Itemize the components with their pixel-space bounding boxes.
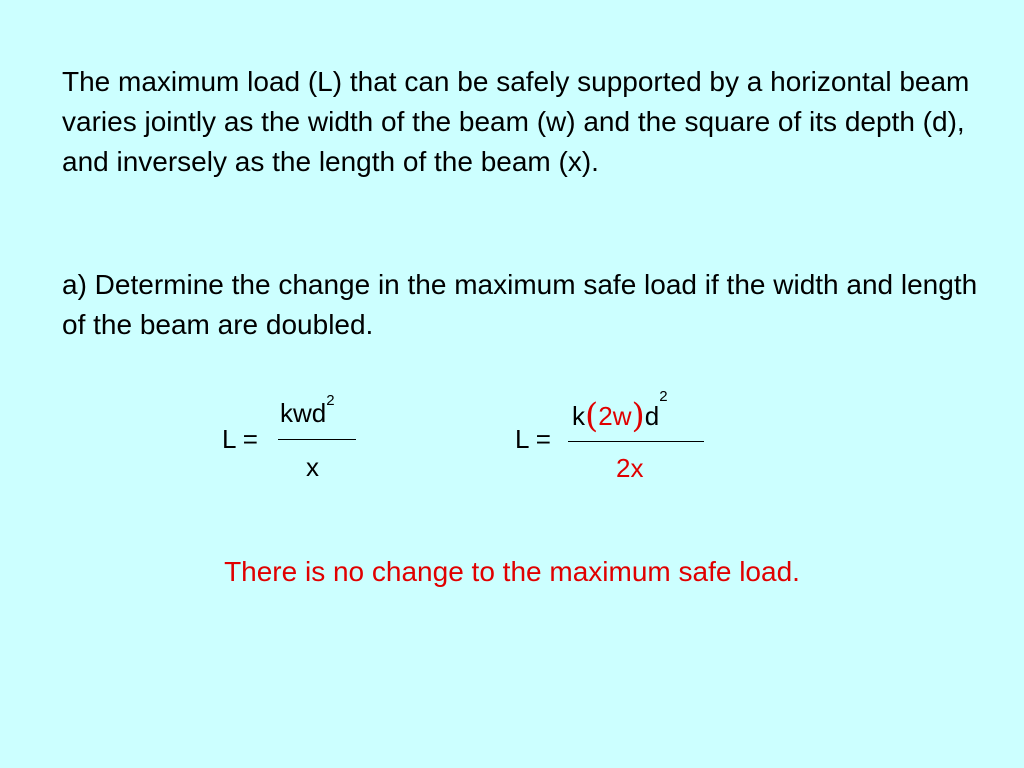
equation-doubled-denominator: 2x [616,453,644,483]
equation-doubled-lhs: L = [515,424,551,454]
equation-doubled-close-paren: ) [631,396,645,436]
equation-original-lhs: L = [222,424,258,454]
equation-original-numerator-base: kwd [280,398,327,428]
equation-original-denominator: x [306,452,319,482]
equation-original-fraction-bar [278,439,356,440]
answer-text: There is no change to the maximum safe load. [224,556,800,587]
equation-doubled-numerator [572,388,668,436]
problem-statement [62,62,1002,182]
equation-doubled-d: d [644,401,660,431]
equation-original-numerator [280,392,335,429]
equation-doubled-fraction-bar [568,441,704,442]
problem-text: The maximum load (L) that can be safely supported by a horizontal beam varies jointly as the width of the beam (w) and the square of its depth (d), and inversely as the length of the beam (x). [62,66,970,177]
equation-doubled-exponent: 2 [659,388,668,405]
equation-doubled-k: k [572,401,585,431]
question-a: a) Determine the change in the maximum safe load if the width and length of the beam are doubled. [62,269,978,340]
equation-original-numerator-exponent: 2 [326,392,335,409]
equation-doubled-open-paren: ( [585,396,599,436]
equation-doubled-2w: 2w [598,401,632,431]
